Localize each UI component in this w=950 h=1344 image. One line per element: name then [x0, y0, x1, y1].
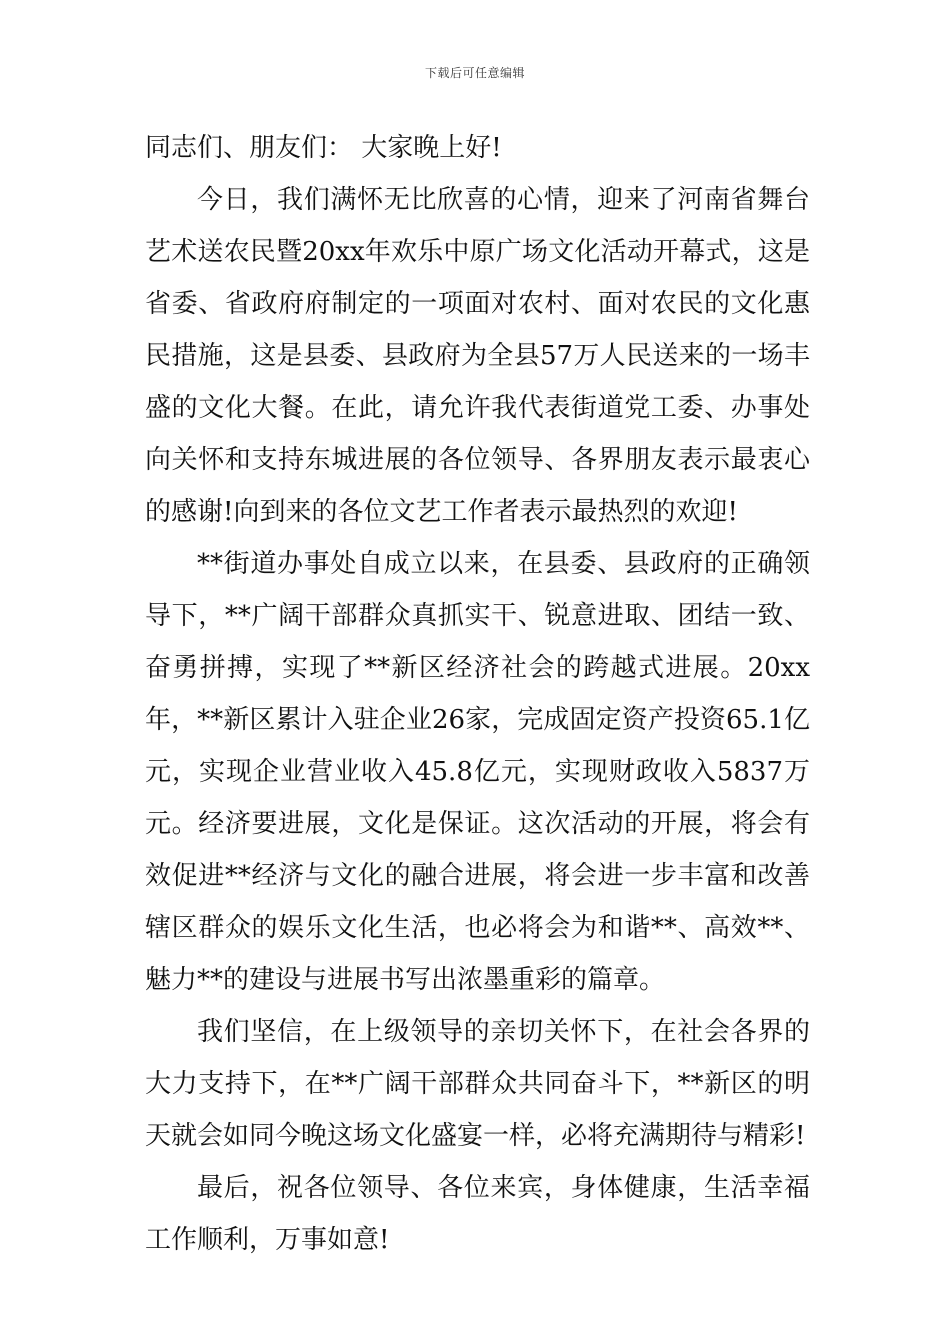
- paragraph-achievements: **街道办事处自成立以来，在县委、县政府的正确领导下，**广阔干部群众真抓实干、锐意进取、团结一致、奋勇拼搏，实现了**新区经济社会的跨越式进展。20xx年，**新区累计入驻企业26家，完成固定资产投资65.1亿元，实现企业营业收入45.8亿元，实现财政收入5837万元。经济要进展，文化是保证。这次活动的开展，将会有效促进**经济与文化的融合进展，将会进一步丰富和改善辖区群众的娱乐文化生活，也必将会为和谐**、高效**、魅力**的建设与进展书写出浓墨重彩的篇章。: [145, 549, 810, 995]
- document-body: [145, 122, 810, 1266]
- paragraph-confidence: 我们坚信，在上级领导的亲切关怀下，在社会各界的大力支持下，在**广阔干部群众共同奋斗下，**新区的明天就会如同今晚这场文化盛宴一样，必将充满期待与精彩!: [145, 1017, 810, 1151]
- paragraph-closing: 最后，祝各位领导、各位来宾，身体健康，生活幸福工作顺利，万事如意!: [145, 1173, 810, 1255]
- paragraph-opening: 今日，我们满怀无比欣喜的心情，迎来了河南省舞台艺术送农民暨20xx年欢乐中原广场文化活动开幕式，这是省委、省政府府制定的一项面对农村、面对农民的文化惠民措施，这是县委、县政府为全县57万人民送来的一场丰盛的文化大餐。在此，请允许我代表街道党工委、办事处向关怀和支持东城进展的各位领导、各界朋友表示最衷心的感谢!向到来的各位文艺工作者表示最热烈的欢迎!: [145, 185, 810, 527]
- page-header: 下载后可任意编辑: [424, 66, 525, 80]
- salutation: 同志们、朋友们： 大家晚上好!: [145, 133, 502, 163]
